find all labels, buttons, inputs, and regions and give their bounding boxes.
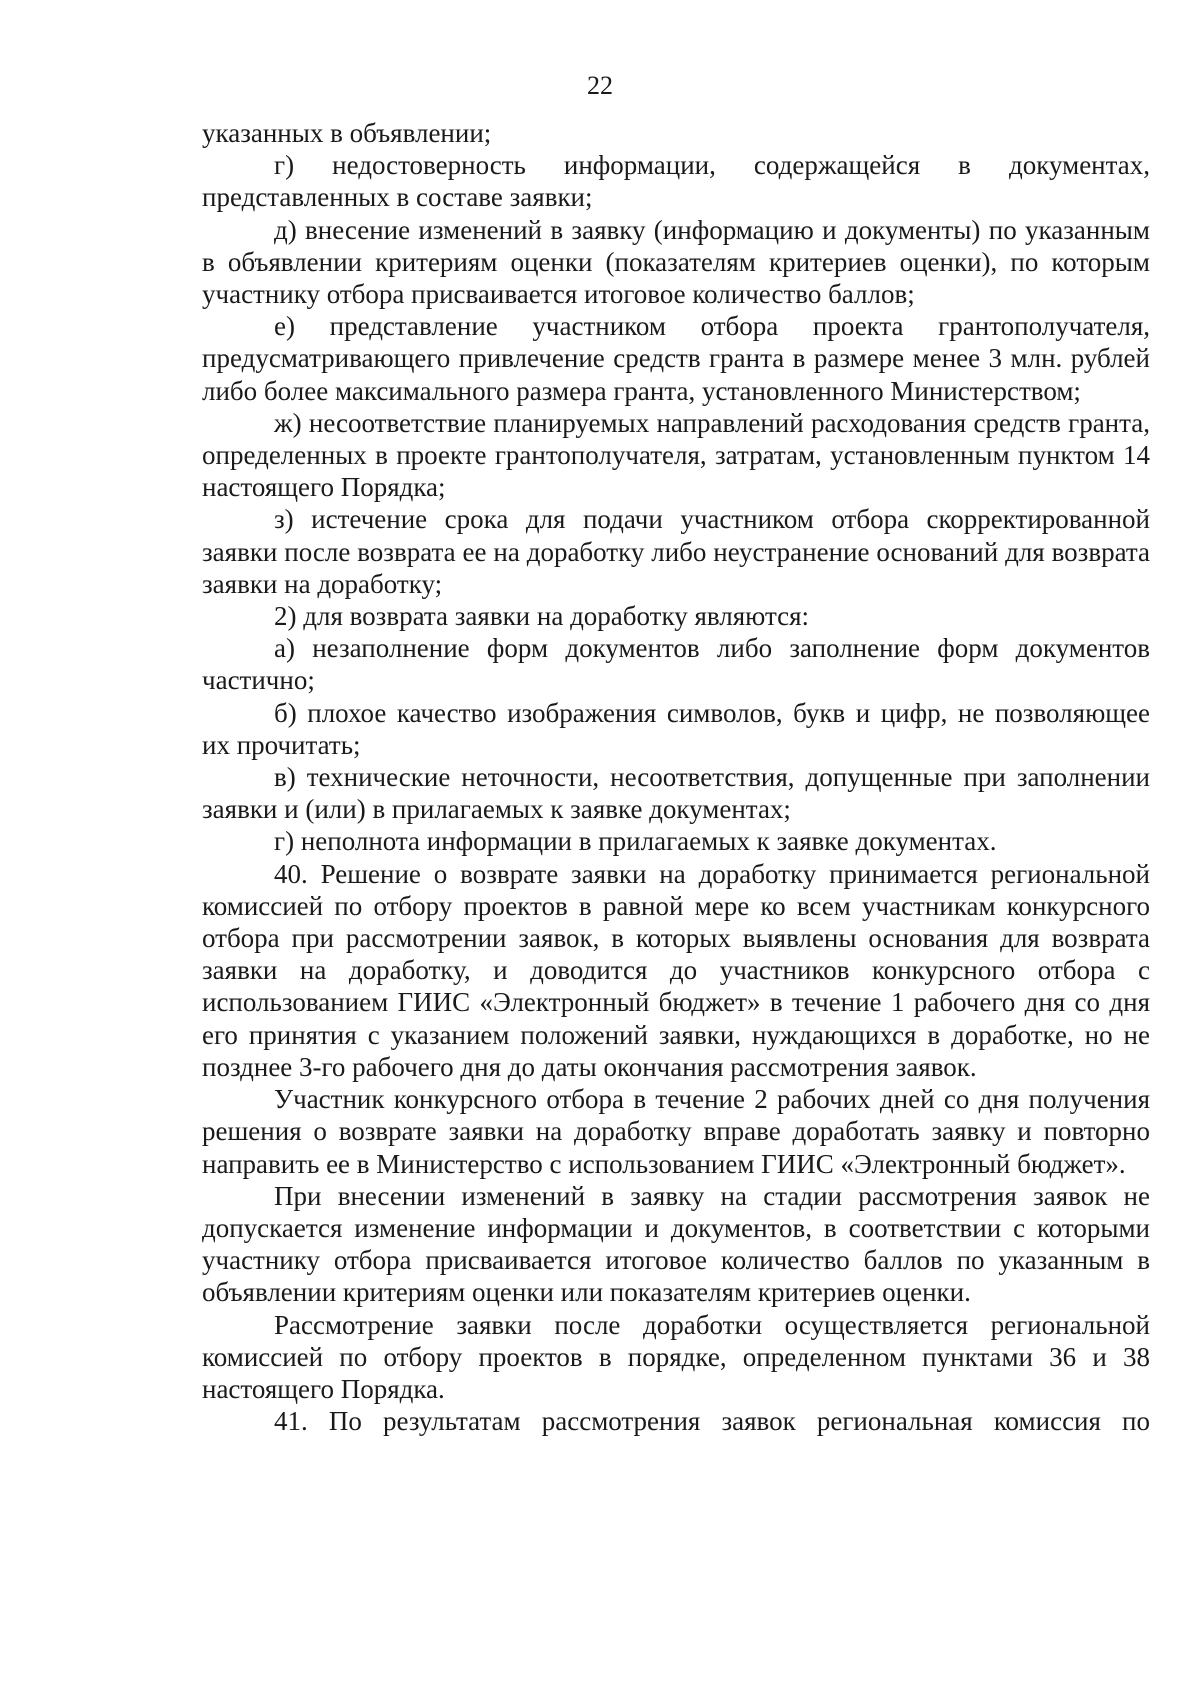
paragraph: указанных в объявлении; [202,118,492,148]
paragraph: ж) несоответствие планируемых направлений расходования средств гранта, определенных в проекте грантополучателя, затратам, установленным пунктом 14 настоящего Порядка; [202,407,1150,503]
paragraph: г) недостоверность информации, содержащейся в документах, представленных в составе заявки; [202,150,1150,213]
paragraph: Участник конкурсного отбора в течение 2 рабочих дней со дня получения решения о возврате заявки на доработку вправе доработать заявку и повторно направить ее в Министерство с использованием ГИИС «Электронный бюджет». [202,1084,1150,1179]
paragraph: 41. По результатам рассмотрения заявок региональная комиссия по [274,1406,1150,1437]
paragraph: з) истечение срока для подачи участником отбора скорректированной заявки после возврата ее на доработку либо неустранение оснований для возврата заявки на доработку; [202,504,1150,599]
paragraph: г) неполнота информации в прилагаемых к заявке документах. [274,826,997,857]
paragraph: б) плохое качество изображения символов, букв и цифр, не позволяющее их прочитать; [202,697,1150,760]
paragraph: а) незаполнение форм документов либо заполнение форм документов частично; [202,633,1150,696]
document-body [202,117,1150,1437]
paragraph: 40. Решение о возврате заявки на доработку принимается региональной комиссией по отбору проектов в равной мере ко всем участникам конкурсного отбора при рассмотрении заявок, в которых выявлены основания для возврата заявки на доработку, и доводится до участников конкурсного отбора с использованием ГИИС «Электронный бюджет» в течение 1 рабочего дня со дня его принятия с указанием положений заявки, нуждающихся в доработке, но не позднее 3-го рабочего дня до даты окончания рассмотрения заявок. [202,858,1150,1082]
page-number: 22 [587,71,613,100]
paragraph: 2) для возврата заявки на доработку являются: [274,601,810,632]
paragraph: е) представление участником отбора проекта грантополучателя, предусматривающего привлечение средств гранта в размере менее 3 млн. рублей либо более максимального размера гранта, установленного Министерством; [202,311,1150,406]
paragraph: При внесении изменений в заявку на стадии рассмотрения заявок не допускается изменение информации и документов, в соответствии с которыми участнику отбора присваивается итоговое количество баллов по указанным в объявлении критериям оценки или показателям критериев оценки. [202,1180,1150,1308]
paragraph: в) технические неточности, несоответствия, допущенные при заполнении заявки и (или) в прилагаемых к заявке документах; [202,762,1150,825]
paragraph: д) внесение изменений в заявку (информацию и документы) по указанным в объявлении критериям оценки (показателям критериев оценки), по которым участнику отбора присваивается итоговое количество баллов; [202,214,1150,310]
paragraph: Рассмотрение заявки после доработки осуществляется региональной комиссией по отбору проектов в порядке, определенном пунктами 36 и 38 настоящего Порядка. [202,1309,1150,1404]
